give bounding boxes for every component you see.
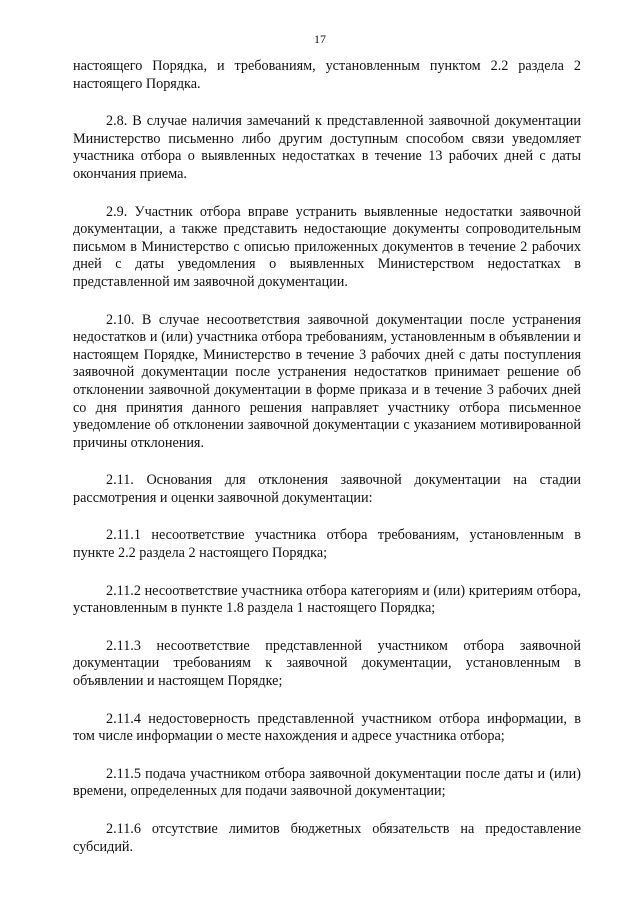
paragraph-2-11-2: 2.11.2 несоответствие участника отбора категориям и (или) критериям отбора, установленным в пункте 1.8 раздела 1 настоящего Порядка; <box>73 582 581 617</box>
paragraph-continuation: настоящего Порядка, и требованиям, установленным пунктом 2.2 раздела 2 настоящего Порядка. <box>73 58 581 92</box>
document-body <box>73 58 581 876</box>
paragraph-2-11-1: 2.11.1 несоответствие участника отбора требованиям, установленным в пункте 2.2 раздела 2 настоящего Порядка; <box>73 527 581 562</box>
paragraph-2-11-5: 2.11.5 подача участником отбора заявочной документации после даты и (или) времени, определенных для подачи заявочной документации; <box>73 765 581 800</box>
paragraph-2-11-6: 2.11.6 отсутствие лимитов бюджетных обязательств на предоставление субсидий. <box>73 821 581 855</box>
paragraph-2-8: 2.8. В случае наличия замечаний к представленной заявочной документации Министерство письменно либо другим доступным способом связи уведомляет участника отбора о выявленных недостатках в течение 13 рабочих дней с даты окончания приема. <box>73 113 581 182</box>
paragraph-2-11-4: 2.11.4 недостоверность представленной участником отбора информации, в том числе информации о месте нахождения и адресе участника отбора; <box>73 710 581 745</box>
paragraph-2-11: 2.11. Основания для отклонения заявочной документации на стадии рассмотрения и оценки заявочной документации: <box>73 472 581 506</box>
paragraph-2-9: 2.9. Участник отбора вправе устранить выявленные недостатки заявочной документации, а также представить недостающие документы сопроводительным письмом в Министерство с описью приложенных документов в течение 2 рабочих дней с даты уведомления о выявленных Министерством недостатках в представленной им заявочной документации. <box>73 203 581 290</box>
page-number: 17 <box>314 32 326 46</box>
paragraph-2-11-3: 2.11.3 несоответствие представленной участником отбора заявочной документации требованиям к заявочной документации, установленным в объявлении и настоящем Порядке; <box>73 637 581 690</box>
paragraph-2-10: 2.10. В случае несоответствия заявочной документации после устранения недостатков и (или) участника отбора требованиям, установленным в объявлении и настоящем Порядке, Министерство в течение 3 рабочих дней с даты поступления заявочной документации после устранения недостатков принимает решение об отклонении заявочной документации в форме приказа и в течение 3 рабочих дней со дня принятия данного решения направляет участнику отбора письменное уведомление об отклонении заявочной документации с указанием мотивированной причины отклонения. <box>73 311 581 451</box>
